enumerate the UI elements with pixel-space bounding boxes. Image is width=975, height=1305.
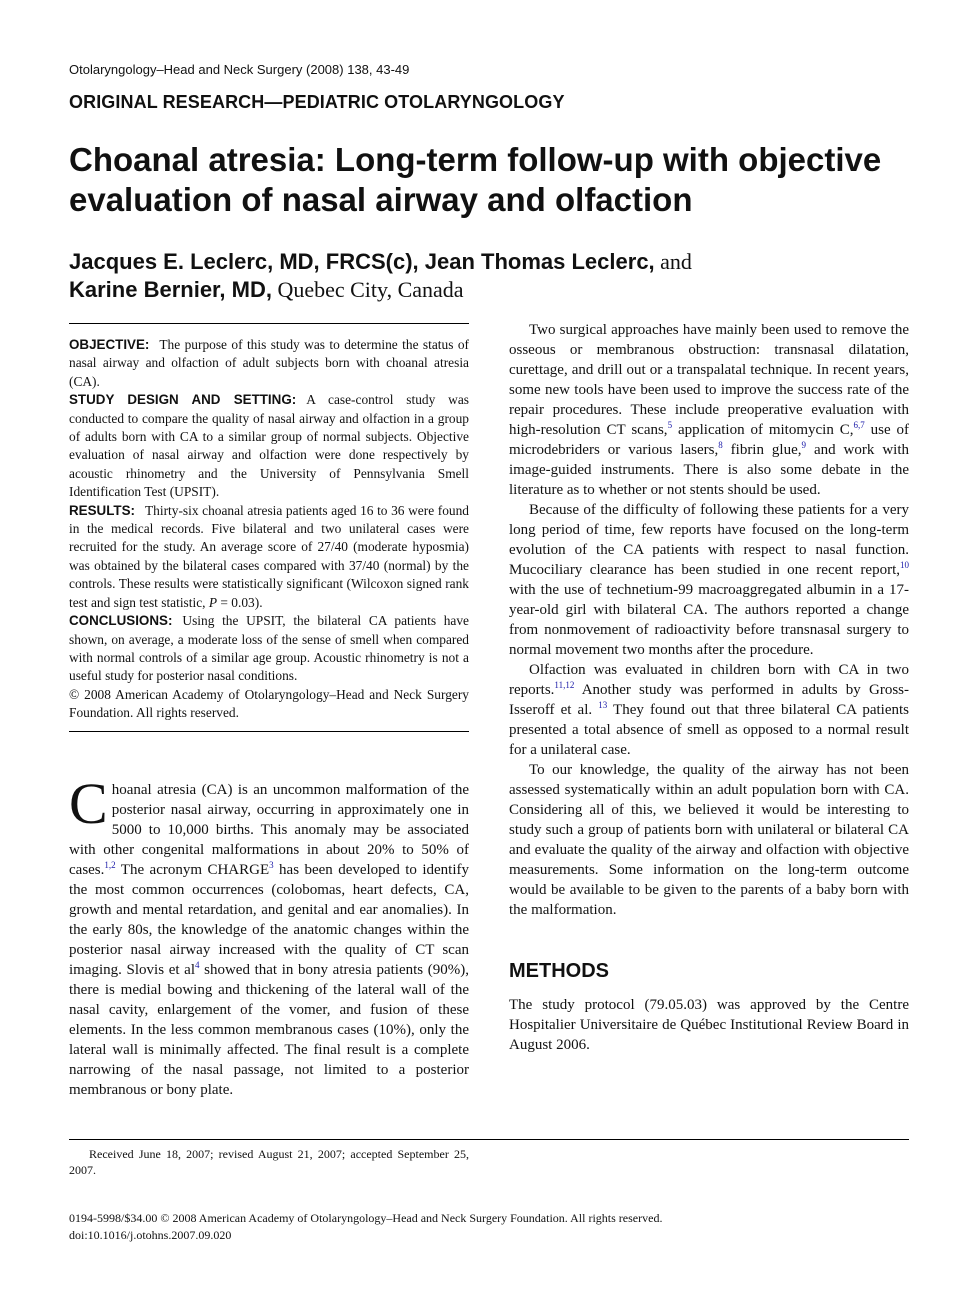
intro-text-1: hoanal atresia (CA) is an uncommon malformation of the posterior nasal airway, occurring in approximately one in 5000 to 10,000 births. This anomaly may be associated with other congenital malformations in about 20% to 50% of cases. <box>69 782 469 878</box>
author-line-2: Karine Bernier, MD, <box>69 277 272 302</box>
abstract-design <box>69 391 469 501</box>
citation-link[interactable]: 11,12 <box>554 680 575 690</box>
citation-link[interactable]: 1,2 <box>104 860 116 870</box>
journal-citation: Otolaryngology–Head and Neck Surgery (2008) 138, 43-49 <box>69 62 410 77</box>
citation-link[interactable]: 13 <box>598 700 608 710</box>
methods-heading: METHODS <box>509 960 609 982</box>
citation-link[interactable]: 4 <box>195 960 200 970</box>
design-heading: STUDY DESIGN AND SETTING: <box>69 392 297 408</box>
paragraph-methods: The study protocol (79.05.03) was approved by the Centre Hospitalier Universitaire de Québec Institutional Review Board in August 2006. <box>509 997 909 1053</box>
drop-cap: C <box>69 771 108 836</box>
intro-text-4: showed that in bony atresia patients (90%), there is medial bowing and thickening of the lateral wall of the nasal cavity, enlargement of the vomer, and fusion of these elements. In the less common membranous cases (10%), only the lateral wall is minimally affected. The final result is a complete narrowing of the nasal passage, not limited to a posterior membranous or bony plate. <box>69 962 469 1098</box>
author-location: Quebec City, Canada <box>277 277 464 302</box>
citation-link[interactable]: 3 <box>269 860 274 870</box>
text: use of microdebriders or various lasers, <box>509 422 909 458</box>
citation-link[interactable]: 6,7 <box>853 420 865 430</box>
intro-paragraph <box>69 771 469 1100</box>
design-text: A case-control study was conducted to compare the quality of nasal airway and olfaction in a group of adults born with CA to a similar group of normal subjects. Objective evaluation of nasal airway and olfaction were done respectively by acoustic rhinometry and the University of Pennsylvania Smell Identification Test (UPSIT). <box>69 392 469 500</box>
p-symbol: P <box>208 594 218 610</box>
article-title: Choanal atresia: Long-term follow-up with objective evaluation of nasal airway and olfaction <box>69 141 882 218</box>
results-text: Thirty-six choanal atresia patients aged 16 to 36 were found in the medical records. Five bilateral and two unilateral cases were recruited for the study. An average score of 27/40 (moderate hyposmia) was obtained by the bilateral cases compared with 37/40 (normal) by the controls. These results were statistically significant (Wilcoxon signed rank test and sign test statistic, <box>69 502 469 610</box>
text: fibrin glue, <box>722 442 802 458</box>
abstract-objective <box>69 336 469 391</box>
conclusions-heading: CONCLUSIONS: <box>69 613 173 629</box>
text: Because of the difficulty of following these patients for a very long period of time, few reports have focused on the long-term evolution of the CA patients with respect to nasal function. Mucociliary clearance has been studied in one recent report, <box>509 502 909 578</box>
abstract-copyright: © 2008 American Academy of Otolaryngology–Head and Neck Surgery Foundation. All rights reserved. <box>69 686 469 721</box>
footnote-divider <box>69 1139 909 1140</box>
abstract <box>69 323 469 732</box>
paragraph-surgical <box>509 320 909 500</box>
text: Another study was performed in adults by Gross-Isseroff et al. <box>509 682 909 718</box>
author-line-1: Jacques E. Leclerc, MD, FRCS(c), Jean Thomas Leclerc, <box>69 249 655 274</box>
abstract-conclusions <box>69 612 469 686</box>
text: with the use of technetium-99 macroaggregated albumin in a 17-year-old girl with bilateral CA. The authors reported a change from nonmovement of radioactivity before transnasal surgery to normal movement two months after the procedure. <box>509 582 909 658</box>
objective-text: The purpose of this study was to determine the status of nasal airway and olfaction of adult subjects born with choanal atresia (CA). <box>69 337 469 389</box>
text: They found out that three bilateral CA patients presented a total absence of smell as opposed to a normal result for a unilateral case. <box>509 702 909 758</box>
p-value: = 0.03). <box>220 594 263 610</box>
paragraph-knowledge: To our knowledge, the quality of the airway has not been assessed systematically within an adult population born with CA. Considering all of this, we believed it would be interesting to study such a group of patients born with unilateral or bilateral CA and evaluate the quality of the airway and olfaction with objective measurements. Some information on the long-term outcome would be available to be given to the parents of a baby born with the malformation. <box>509 762 909 918</box>
citation-link[interactable]: 8 <box>718 440 723 450</box>
received-dates: Received June 18, 2007; revised August 21, 2007; accepted September 25, 2007. <box>69 1147 469 1177</box>
text: application of mitomycin C, <box>672 422 854 438</box>
author-conjunction: and <box>660 249 692 274</box>
citation-link[interactable]: 5 <box>667 420 673 430</box>
paragraph-olfaction <box>509 660 909 760</box>
author-block <box>69 248 929 304</box>
citation-link[interactable]: 10 <box>900 560 909 570</box>
objective-heading: OBJECTIVE: <box>69 337 150 352</box>
issn-copyright: 0194-5998/$34.00 © 2008 American Academy of Otolaryngology–Head and Neck Surgery Foundation. All rights reserved. <box>69 1211 663 1225</box>
conclusions-text: Using the UPSIT, the bilateral CA patients have shown, on average, a moderate loss of the sense of smell when compared with normal controls of a similar age group. Acoustic rhinometry is not a useful study for posterior nasal conditions. <box>69 613 469 684</box>
abstract-results <box>69 502 469 612</box>
page-footer <box>69 1210 662 1244</box>
right-column <box>509 320 909 1055</box>
intro-text-2: The acronym CHARGE <box>115 862 270 878</box>
intro-text-3: has been developed to identify the most common occurrences (colobomas, heart defects, CA, growth and mental retardation, and genital and ear anomalies). In the early 80s, the knowledge of the anatomic changes within the posterior nasal airway increased with the quality of CT scan imaging. Slovis et al <box>69 862 469 978</box>
citation-link[interactable]: 9 <box>801 440 806 450</box>
results-heading: RESULTS: <box>69 502 135 518</box>
intro-column <box>69 771 469 1100</box>
text: Olfaction was evaluated in children born with CA in two reports. <box>509 662 909 698</box>
paragraph-long-term <box>509 500 909 660</box>
text: and work with image-guided instruments. There is also some debate in the literature as to whether or not stents should be used. <box>509 442 909 498</box>
text: Two surgical approaches have mainly been used to remove the osseous or membranous obstruction: transnasal dilatation, curettage, and drill out or a transpalatal technique. In recent years, some new tools have been used to improve the success rate of the repair procedures. These include preoperative evaluation with high-resolution CT scans, <box>509 322 909 438</box>
section-label: ORIGINAL RESEARCH—PEDIATRIC OTOLARYNGOLOGY <box>69 92 565 112</box>
doi: doi:10.1016/j.otohns.2007.09.020 <box>69 1228 232 1242</box>
